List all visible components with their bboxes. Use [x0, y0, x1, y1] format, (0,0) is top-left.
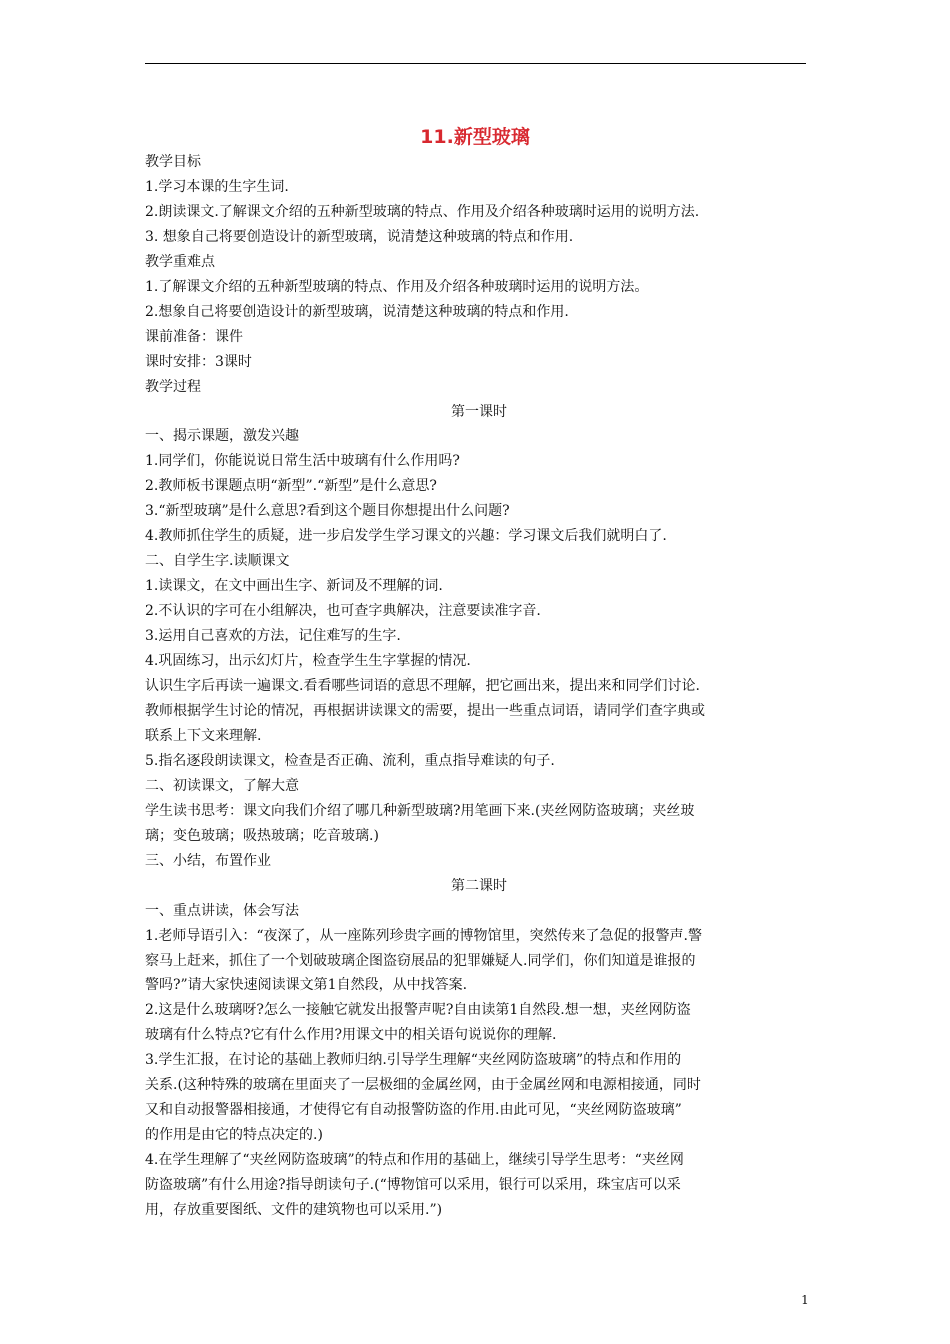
page-number: 1 [801, 1293, 809, 1307]
text-line: 防盗玻璃”有什么用途?指导朗读句子.(“博物馆可以采用，银行可以采用，珠宝店可以采 [145, 1177, 681, 1194]
text-line: 1.了解课文介绍的五种新型玻璃的特点、作用及介绍各种玻璃时运用的说明方法。 [145, 278, 649, 295]
text-line: 察马上赶来，抓住了一个划破玻璃企图盗窃展品的犯罪嫌疑人.同学们，你们知道是谁报的 [145, 952, 696, 969]
section-heading: 第一课时 [451, 403, 507, 420]
text-line: 警吗?”请大家快速阅读课文第1自然段，从中找答案. [145, 977, 468, 994]
text-line: 教学重难点 [145, 253, 215, 270]
section-heading: 第二课时 [451, 877, 507, 894]
document-body [145, 150, 813, 1223]
text-line: 二、初读课文，了解大意 [145, 777, 299, 794]
text-line: 1.学习本课的生字生词. [145, 178, 289, 195]
text-line: 5.指名逐段朗读课文，检查是否正确、流利，重点指导难读的句子. [145, 752, 555, 769]
text-line: 玻璃有什么特点?它有什么作用?用课文中的相关语句说说你的理解. [145, 1027, 557, 1044]
text-line: 2.朗读课文.了解课文介绍的五种新型玻璃的特点、作用及介绍各种玻璃时运用的说明方法. [145, 203, 700, 220]
text-line: 2.这是什么玻璃呀?怎么一接触它就发出报警声呢?自由读第1自然段.想一想，夹丝网防盗 [145, 1002, 691, 1019]
text-line: 璃；变色玻璃；吸热玻璃；吃音玻璃.) [145, 827, 379, 844]
text-line: 1.老师导语引入：“夜深了，从一座陈列珍贵字画的博物馆里，突然传来了急促的报警声.警 [145, 927, 702, 944]
text-line: 二、自学生字.读顺课文 [145, 553, 290, 570]
text-line: 2.教师板书课题点明“新型”.“新型”是什么意思? [145, 478, 437, 495]
text-line: 联系上下文来理解. [145, 727, 262, 744]
text-line: 认识生字后再读一遍课文.看看哪些词语的意思不理解，把它画出来，提出来和同学们讨论. [145, 678, 700, 695]
text-line: 学生读书思考：课文向我们介绍了哪几种新型玻璃?用笔画下来.(夹丝网防盗玻璃；夹丝玻 [145, 802, 695, 819]
text-line: 课时安排：3课时 [145, 353, 252, 370]
text-line: 3.学生汇报，在讨论的基础上教师归纳.引导学生理解“夹丝网防盗玻璃”的特点和作用的 [145, 1052, 682, 1069]
text-line: 4.在学生理解了“夹丝网防盗玻璃”的特点和作用的基础上，继续引导学生思考：“夹丝网 [145, 1152, 684, 1169]
document-title: 11.新型玻璃 [420, 126, 530, 148]
text-line: 教学过程 [145, 378, 201, 395]
text-line: 1.读课文，在文中画出生字、新词及不理解的词. [145, 578, 443, 595]
text-line: 三、小结，布置作业 [145, 852, 271, 869]
text-line: 教学目标 [145, 154, 201, 170]
text-line: 4.教师抓住学生的质疑，进一步启发学生学习课文的兴趣：学习课文后我们就明白了. [145, 528, 667, 545]
text-line: 3.“新型玻璃”是什么意思?看到这个题目你想提出什么问题? [145, 503, 510, 520]
text-line: 2.不认识的字可在小组解决，也可查字典解决，注意要读准字音. [145, 603, 541, 620]
text-line: 教师根据学生讨论的情况，再根据讲读课文的需要，提出一些重点词语，请同学们查字典或 [145, 702, 705, 719]
header-rule [145, 63, 806, 64]
text-line: 课前准备：课件 [145, 328, 243, 345]
text-line: 用，存放重要图纸、文件的建筑物也可以采用.”) [145, 1202, 443, 1219]
text-line: 又和自动报警器相接通，才使得它有自动报警防盗的作用.由此可见，“夹丝网防盗玻璃” [145, 1102, 682, 1119]
text-line: 3. 想象自己将要创造设计的新型玻璃，说清楚这种玻璃的特点和作用. [145, 228, 574, 245]
text-line: 一、重点讲读，体会写法 [145, 902, 299, 919]
text-line: 3.运用自己喜欢的方法，记住难写的生字. [145, 628, 401, 645]
text-line: 2.想象自己将要创造设计的新型玻璃，说清楚这种玻璃的特点和作用. [145, 303, 569, 320]
text-line: 1.同学们，你能说说日常生活中玻璃有什么作用吗? [145, 453, 460, 470]
text-line: 关系.(这种特殊的玻璃在里面夹了一层极细的金属丝网，由于金属丝网和电源相接通，同时 [145, 1077, 701, 1094]
text-line: 一、揭示课题，激发兴趣 [145, 428, 299, 445]
text-line: 4.巩固练习，出示幻灯片，检查学生生字掌握的情况. [145, 653, 471, 670]
text-line: 的作用是由它的特点决定的.) [145, 1127, 323, 1144]
